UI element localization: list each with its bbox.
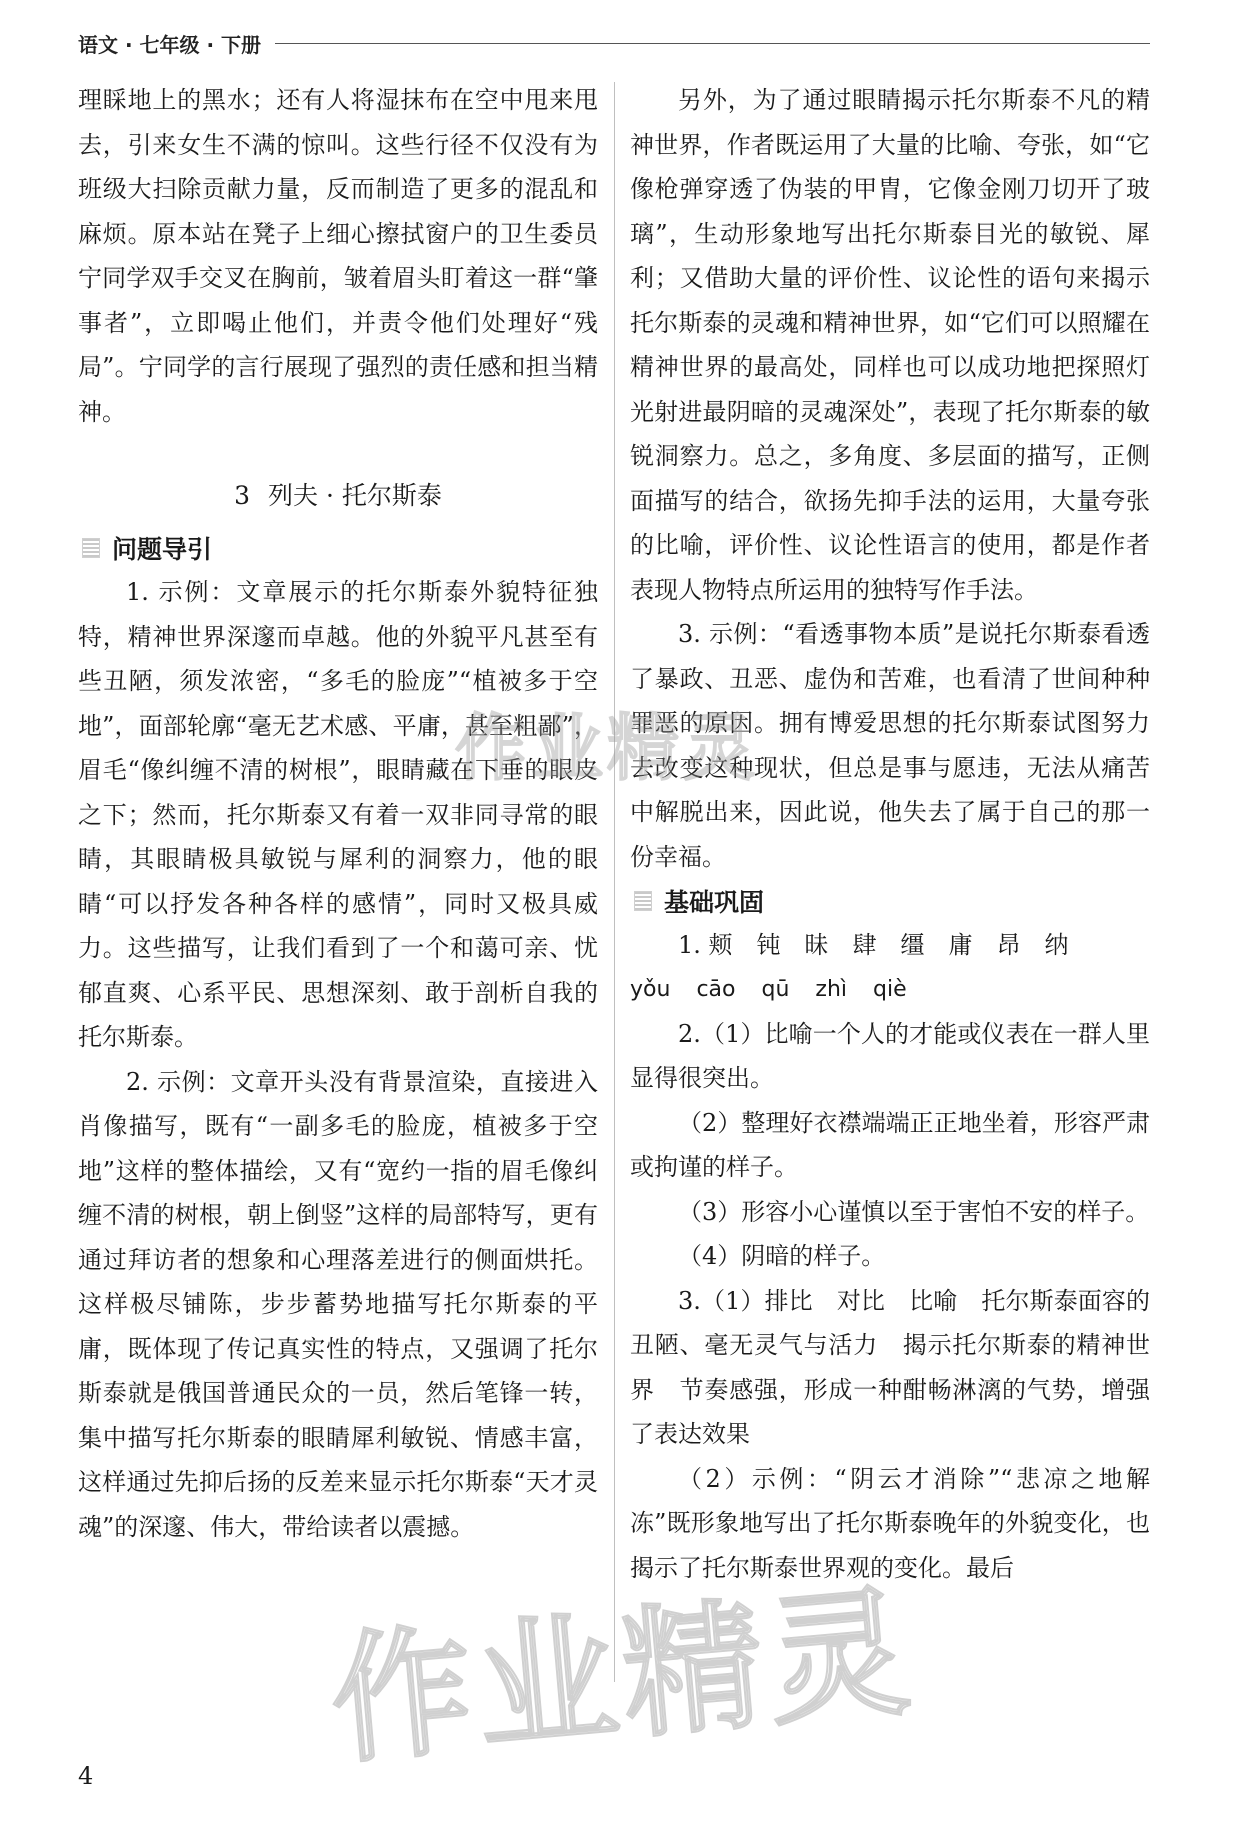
pinyin-item: cāo [696, 976, 736, 1002]
watermark-mid: 作业精灵 [455, 706, 760, 790]
lesson-title [78, 474, 598, 518]
basic-2-4: （4）阴暗的样子。 [678, 1242, 886, 1270]
answer-2-paragraph: 2. 示例：文章开头没有背景渲染，直接进入肖像描写，既有“一副多毛的脸庞，植被多于空地”这样的整体描绘，又有“宽约一指的眉毛像纠缠不清的树根，朝上倒竖”这样的局部特写，更有通过拜访者的想象和心理落差进行的侧面烘托。这样极尽铺陈，步步蓄势地描写托尔斯泰的平庸，既体现了传记真实性的特点，又强调了托尔斯泰就是俄国普通民众的一员，然后笔锋一转，集中描写托尔斯泰的眼睛犀利敏锐、情感丰富，这样通过先抑后扬的反差来显示托尔斯泰“天才灵魂”的深邃、伟大，带给读者以震撼。 [78, 1067, 598, 1541]
section-heading-text: 问题导引 [112, 535, 213, 564]
pinyin-item: yǒu [630, 976, 671, 1002]
header-rule [275, 43, 1150, 44]
page-header [78, 28, 1150, 58]
lesson-name: 列夫 · 托尔斯泰 [268, 481, 442, 510]
section-heading-guide [78, 526, 598, 570]
section-marker-icon [634, 891, 652, 911]
right-continuation-paragraph: 另外，为了通过眼睛揭示托尔斯泰不凡的精神世界，作者既运用了大量的比喻、夸张，如“它像枪弹穿透了伪装的甲胄，它像金刚刀切开了玻璃”，生动形象地写出托尔斯泰目光的敏锐、犀利；又借助大量的评价性、议论性的语句来揭示托尔斯泰的灵魂和精神世界，如“它们可以照耀在精神世界的最高处，同样也可以成功地把探照灯光射进最阴暗的灵魂深处”，表现了托尔斯泰的敏锐洞察力。总之，多角度、多层面的描写，正侧面描写的结合，欲扬先抑手法的运用，大量夸张的比喻，评价性、议论性语言的使用，都是作者表现人物特点所运用的独特写作手法。 [630, 86, 1150, 604]
answer-3-paragraph: 3. 示例：“看透事物本质”是说托尔斯泰看透了暴政、丑恶、虚伪和苦难，也看清了世间种种罪恶的原因。拥有博爱思想的托尔斯泰试图努力去改变这种现状，但总是事与愿违，无法从痛苦中解脱出来，因此说，他失去了属于自己的那一份幸福。 [630, 620, 1150, 871]
basic-3-2: （2）示例：“阴云才消除”“悲凉之地解冻”既形象地写出了托尔斯泰晚年的外貌变化，也揭示了托尔斯泰世界观的变化。最后 [630, 1464, 1150, 1582]
right-column [630, 78, 1150, 1590]
pinyin-row [630, 968, 1150, 1012]
page-number: 4 [78, 1762, 94, 1790]
basic-1-characters: 1. 颊 钝 昧 肆 缰 庸 昂 纳 [678, 931, 1069, 959]
left-column [78, 78, 598, 1549]
basic-2-1: 2.（1）比喻一个人的才能或仪表在一群人里显得很突出。 [630, 1019, 1150, 1092]
section-marker-icon [82, 538, 100, 558]
pinyin-item: zhì [815, 976, 848, 1002]
section-heading-basic [630, 879, 1150, 923]
pinyin-item: qiè [873, 976, 907, 1002]
answer-1-paragraph: 1. 示例：文章展示的托尔斯泰外貌特征独特，精神世界深邃而卓越。他的外貌平凡甚至有些丑陋，须发浓密，“多毛的脸庞”“植被多于空地”，面部轮廓“毫无艺术感、平庸，甚至粗鄙”，眉毛“像纠缠不清的树根”，眼睛藏在下垂的眼皮之下；然而，托尔斯泰又有着一双非同寻常的眼睛，其眼睛极具敏锐与犀利的洞察力，他的眼睛“可以抒发各种各样的感情”，同时又极具威力。这些描写，让我们看到了一个和蔼可亲、忧郁直爽、心系平民、思想深刻、敢于剖析自我的托尔斯泰。 [78, 578, 598, 1051]
section-heading-text: 基础巩固 [664, 888, 765, 917]
column-divider [614, 82, 615, 1682]
basic-2-2: （2）整理好衣襟端端正正地坐着，形容严肃或拘谨的样子。 [630, 1108, 1150, 1181]
header-title: 语文 · 七年级 · 下册 [78, 32, 262, 57]
left-continuation-paragraph: 理睬地上的黑水；还有人将湿抹布在空中甩来甩去，引来女生不满的惊叫。这些行径不仅没有为班级大扫除贡献力量，反而制造了更多的混乱和麻烦。原本站在凳子上细心擦拭窗户的卫生委员宁同学双手交叉在胸前，皱着眉头盯着这一群“肇事者”，立即喝止他们，并责令他们处理好“残局”。宁同学的言行展现了强烈的责任感和担当精神。 [78, 86, 598, 426]
watermark-bottom: 作业精灵 [325, 1570, 922, 1785]
basic-2-3: （3）形容小心谨慎以至于害怕不安的样子。 [678, 1197, 1150, 1226]
pinyin-item: qū [761, 976, 790, 1002]
basic-3-1: 3.（1）排比 对比 比喻 托尔斯泰面容的丑陋、毫无灵气与活力 揭示托尔斯泰的精神世界 节奏感强，形成一种酣畅淋漓的气势，增强了表达效果 [630, 1286, 1150, 1448]
lesson-number: 3 [234, 481, 251, 510]
